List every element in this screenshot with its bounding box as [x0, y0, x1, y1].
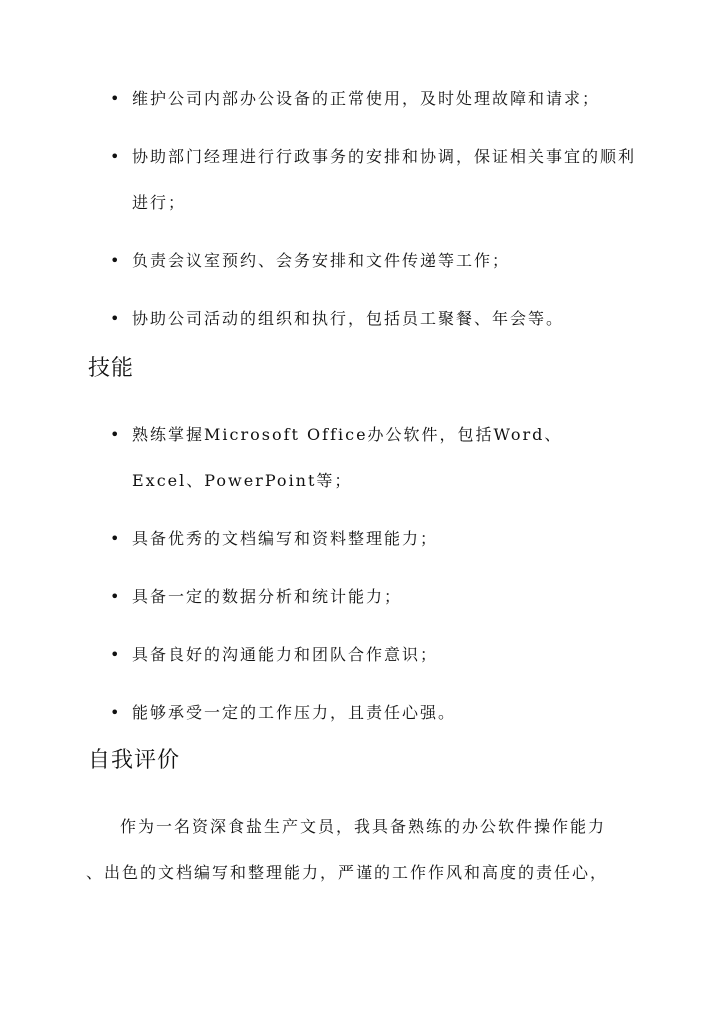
list-item [0, 134, 720, 226]
bullet-icon: • [110, 251, 122, 270]
paragraph-line: 、出色的文档编写和整理能力，严谨的工作作风和高度的责任心， [86, 863, 609, 882]
duty-text: 协助公司活动的组织和执行，包括员工聚餐、年会等。 [132, 309, 565, 328]
skill-text: 具备优秀的文档编写和资料整理能力； [132, 529, 439, 548]
section-heading-self-evaluation: 自我评价 [88, 748, 181, 773]
bullet-icon: • [110, 89, 122, 108]
bullet-icon: • [110, 529, 122, 548]
skill-text: 具备良好的沟通能力和团队合作意识； [132, 645, 439, 664]
list-item [0, 690, 720, 736]
skill-text: 具备一定的数据分析和统计能力； [132, 587, 403, 606]
bullet-icon: • [110, 645, 122, 664]
bullet-icon: • [110, 587, 122, 606]
list-item [0, 632, 720, 678]
duty-text: 负责会议室预约、会务安排和文件传递等工作； [132, 251, 511, 270]
self-evaluation-paragraph [0, 804, 686, 896]
bullet-icon: • [110, 309, 122, 328]
bullet-icon: • [110, 703, 122, 722]
bullet-icon: • [110, 147, 122, 166]
section-heading-skills: 技能 [88, 356, 135, 381]
list-item [0, 574, 720, 620]
bullet-icon: • [110, 425, 122, 444]
list-item [0, 296, 720, 342]
skill-text: 能够承受一定的工作压力，且责任心强。 [132, 703, 457, 722]
paragraph-line: 作为一名资深食盐生产文员，我具备熟练的办公软件操作能力 [120, 817, 607, 836]
list-item [0, 76, 720, 122]
list-item [0, 516, 720, 562]
duty-text: 维护公司内部办公设备的正常使用，及时处理故障和请求； [132, 89, 601, 108]
duty-text: 协助部门经理进行行政事务的安排和协调，保证相关事宜的顺利进行； [132, 147, 637, 212]
list-item [0, 412, 720, 504]
list-item [0, 238, 720, 284]
duties-list [0, 76, 720, 342]
skills-list [0, 412, 720, 736]
skill-text: 熟练掌握Microsoft Office办公软件，包括Word、Excel、PowerPoint等； [132, 425, 563, 490]
